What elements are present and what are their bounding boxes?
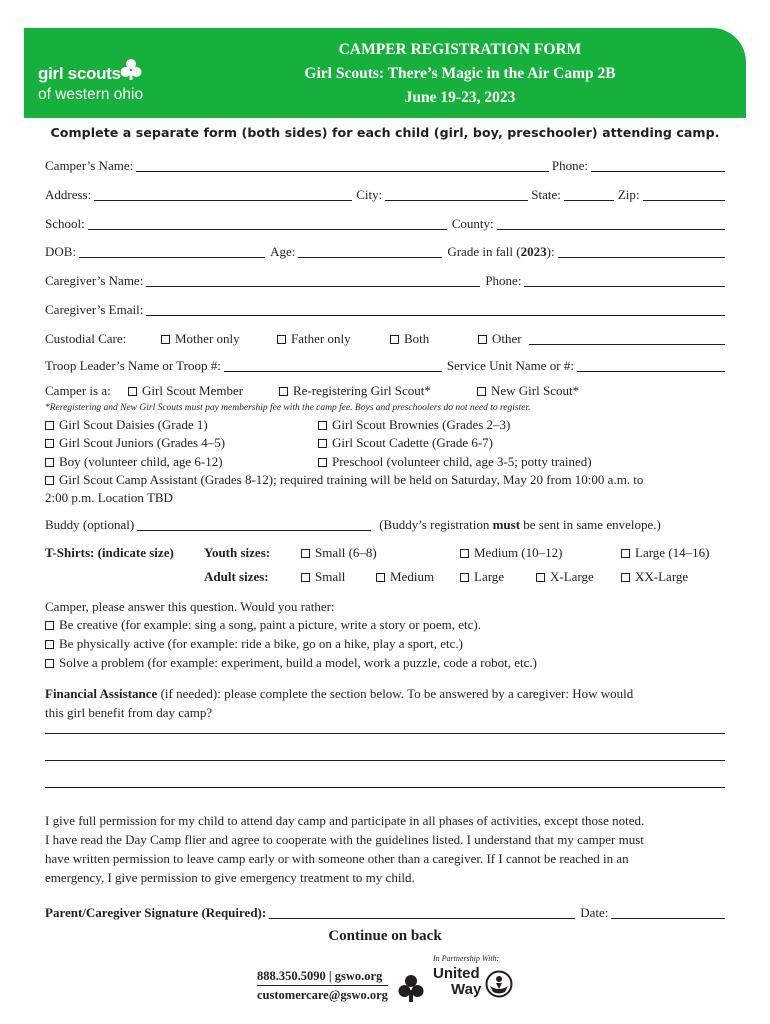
option-brownies[interactable] bbox=[318, 417, 510, 433]
checkbox-icon[interactable] bbox=[45, 659, 54, 668]
row-caregiver-name bbox=[45, 271, 725, 289]
option-preschool[interactable] bbox=[318, 454, 592, 470]
checkbox-icon[interactable] bbox=[460, 573, 469, 582]
option-cadette[interactable] bbox=[318, 435, 493, 451]
uw-line1: United bbox=[433, 965, 480, 982]
checkbox-icon[interactable] bbox=[621, 573, 630, 582]
option-label: Re-registering Girl Scout* bbox=[293, 383, 431, 398]
youth-sizes-label: Youth sizes: bbox=[204, 545, 271, 560]
financial-text-line1: (if needed): please complete the section below. To be answered by a caregiver: How would bbox=[157, 686, 634, 701]
option-label: Be creative (for example: sing a song, paint a picture, write a story or poem, etc). bbox=[59, 617, 481, 632]
option-label: Girl Scout Member bbox=[142, 383, 244, 398]
contact-phone: 888.350.5090 | gswo.org bbox=[257, 969, 383, 983]
city-field[interactable] bbox=[385, 188, 528, 201]
logo-line1: girl scouts bbox=[38, 64, 121, 83]
option-label: Both bbox=[404, 331, 430, 346]
option-label: Be physically active (for example: ride a bike, go on a hike, play a sport, etc.) bbox=[59, 636, 463, 651]
checkbox-icon[interactable] bbox=[390, 335, 399, 344]
county-label: County: bbox=[451, 216, 494, 231]
permission-line4: emergency, I give permission to give emergency treatment to my child. bbox=[45, 870, 415, 885]
buddy-note-post: be sent in same envelope.) bbox=[520, 517, 661, 532]
option-label: Father only bbox=[291, 331, 351, 346]
camper-is-label bbox=[45, 383, 111, 399]
instructions: Complete a separate form (both sides) for each child (girl, boy, preschooler) attending camp. bbox=[50, 125, 720, 140]
financial-answer-line[interactable] bbox=[45, 733, 725, 734]
caregiver-phone-field[interactable] bbox=[524, 274, 725, 287]
form-title-block bbox=[174, 38, 746, 110]
option-camp-assistant[interactable] bbox=[45, 472, 643, 488]
grade-label-pre: Grade in fall ( bbox=[447, 244, 521, 259]
adult-medium[interactable] bbox=[376, 569, 434, 585]
option-new-gs[interactable] bbox=[477, 383, 579, 399]
buddy-field[interactable] bbox=[137, 518, 371, 531]
trefoil-icon bbox=[398, 974, 424, 1002]
row-custodial-care bbox=[45, 329, 725, 347]
signature-field[interactable] bbox=[269, 906, 575, 919]
option-reregistering[interactable] bbox=[279, 383, 431, 399]
permission-line1: I give full permission for my child to attend day camp and participate in all phases of activities, except those noted. bbox=[45, 813, 645, 828]
state-label: State: bbox=[531, 187, 561, 202]
option-solve[interactable] bbox=[45, 655, 537, 671]
youth-large[interactable] bbox=[621, 545, 709, 561]
option-label: Girl Scout Brownies (Grades 2–3) bbox=[332, 417, 511, 432]
option-father-only[interactable] bbox=[277, 331, 390, 347]
buddy-label: Buddy (optional) bbox=[45, 517, 135, 532]
option-both[interactable] bbox=[390, 331, 478, 347]
row-troop bbox=[45, 356, 725, 374]
campers-name-label: Camper’s Name: bbox=[45, 158, 134, 173]
option-label: Small (6–8) bbox=[315, 545, 377, 560]
date-field[interactable] bbox=[611, 906, 725, 919]
other-custodial-field[interactable] bbox=[529, 332, 725, 345]
financial-answer-line[interactable] bbox=[45, 760, 725, 761]
row-dob bbox=[45, 242, 725, 260]
option-label: Girl Scout Daisies (Grade 1) bbox=[59, 417, 208, 432]
financial-text-line2: this girl benefit from day camp? bbox=[45, 705, 213, 720]
adult-sizes-label: Adult sizes: bbox=[204, 569, 269, 584]
age-field[interactable] bbox=[298, 245, 442, 258]
option-label: Large (14–16) bbox=[635, 545, 710, 560]
checkbox-icon[interactable] bbox=[477, 387, 486, 396]
form-title: CAMPER REGISTRATION FORM bbox=[338, 41, 582, 58]
united-way-logo bbox=[433, 966, 513, 1004]
option-gs-member[interactable] bbox=[128, 383, 243, 399]
checkbox-icon[interactable] bbox=[318, 439, 327, 448]
camp-name: Girl Scouts: There’s Magic in the Air Camp 2B bbox=[304, 65, 616, 82]
option-label: Mother only bbox=[175, 331, 240, 346]
option-label: X-Large bbox=[550, 569, 594, 584]
signature-label: Parent/Caregiver Signature (Required): bbox=[45, 905, 267, 920]
question-prompt: Camper, please answer this question. Would you rather: bbox=[45, 599, 335, 614]
adult-xxlarge[interactable] bbox=[621, 569, 688, 585]
county-field[interactable] bbox=[497, 217, 725, 230]
caregivers-email-label: Caregiver’s Email: bbox=[45, 302, 144, 317]
checkbox-icon[interactable] bbox=[536, 573, 545, 582]
option-other[interactable] bbox=[478, 331, 525, 347]
option-label: Preschool (volunteer child, age 3-5; potty trained) bbox=[332, 454, 592, 469]
dob-field[interactable] bbox=[79, 245, 265, 258]
row-address bbox=[45, 185, 725, 203]
zip-label: Zip: bbox=[617, 187, 640, 202]
school-field[interactable] bbox=[88, 217, 447, 230]
option-label: Solve a problem (for example: experiment, build a model, work a puzzle, code a robot, etc.) bbox=[59, 655, 537, 670]
checkbox-icon[interactable] bbox=[161, 335, 170, 344]
permission-line3: have written permission to leave camp early or with someone other than a caregiver. If I cannot be reached in an bbox=[45, 851, 629, 866]
row-camper-name bbox=[45, 156, 725, 174]
checkbox-icon[interactable] bbox=[45, 421, 54, 430]
checkbox-icon[interactable] bbox=[621, 549, 630, 558]
contact-divider bbox=[257, 985, 388, 986]
header-banner bbox=[24, 28, 746, 118]
youth-medium[interactable] bbox=[460, 545, 562, 561]
checkbox-icon[interactable] bbox=[45, 621, 54, 630]
city-label: City: bbox=[356, 187, 383, 202]
option-label: Large bbox=[474, 569, 505, 584]
tshirts-label: T-Shirts: (indicate size) bbox=[45, 545, 174, 560]
uw-line2: Way bbox=[451, 981, 482, 998]
checkbox-icon[interactable] bbox=[45, 640, 54, 649]
school-label: School: bbox=[45, 216, 85, 231]
option-creative[interactable] bbox=[45, 617, 481, 633]
option-active[interactable] bbox=[45, 636, 463, 652]
option-label: Girl Scout Cadette (Grade 6-7) bbox=[332, 435, 494, 450]
camp-assistant-line2: 2:00 p.m. Location TBD bbox=[45, 490, 173, 505]
checkbox-icon[interactable] bbox=[376, 573, 385, 582]
row-school bbox=[45, 214, 725, 232]
camper-is-text: Camper is a: bbox=[45, 383, 111, 398]
caregivers-name-field[interactable] bbox=[146, 274, 480, 287]
dob-label: DOB: bbox=[45, 244, 77, 259]
service-unit-field[interactable] bbox=[577, 359, 725, 372]
youth-small[interactable] bbox=[301, 545, 377, 561]
adult-large[interactable] bbox=[460, 569, 504, 585]
phone-label: Phone: bbox=[551, 158, 588, 173]
permission-line2: I have read the Day Camp flier and agree to cooperate with the guidelines listed. I understand that my camper must bbox=[45, 832, 644, 847]
option-label: Boy (volunteer child, age 6-12) bbox=[59, 454, 223, 469]
financial-assistance bbox=[45, 684, 730, 722]
custodial-care-label: Custodial Care: bbox=[45, 331, 127, 346]
financial-answer-line[interactable] bbox=[45, 787, 725, 788]
buddy-note-bold: must bbox=[492, 517, 521, 532]
checkbox-icon[interactable] bbox=[318, 421, 327, 430]
zip-field[interactable] bbox=[643, 188, 725, 201]
option-label: New Girl Scout* bbox=[491, 383, 580, 398]
united-way-emblem-icon bbox=[485, 970, 513, 998]
checkbox-icon[interactable] bbox=[478, 335, 487, 344]
checkbox-icon[interactable] bbox=[128, 387, 137, 396]
partnership-label: In Partnership With: bbox=[433, 954, 500, 963]
camp-dates: June 19-23, 2023 bbox=[404, 89, 516, 106]
option-label: Medium bbox=[390, 569, 435, 584]
option-label: Small bbox=[315, 569, 346, 584]
checkbox-icon[interactable] bbox=[45, 439, 54, 448]
option-daisies[interactable] bbox=[45, 417, 208, 433]
checkbox-icon[interactable] bbox=[460, 549, 469, 558]
adult-xlarge[interactable] bbox=[536, 569, 594, 585]
troop-leader-label: Troop Leader’s Name or Troop #: bbox=[45, 358, 221, 373]
financial-label: Financial Assistance bbox=[45, 686, 158, 701]
troop-leader-field[interactable] bbox=[224, 359, 442, 372]
grade-year: 2023 bbox=[520, 244, 547, 259]
row-buddy bbox=[45, 515, 715, 533]
option-label: Girl Scout Juniors (Grades 4–5) bbox=[59, 435, 226, 450]
checkbox-icon[interactable] bbox=[301, 549, 310, 558]
checkbox-icon[interactable] bbox=[301, 573, 310, 582]
adult-small[interactable] bbox=[301, 569, 345, 585]
caregivers-name-label: Caregiver’s Name: bbox=[45, 273, 144, 288]
date-label: Date: bbox=[580, 905, 609, 920]
logo-line2: of western ohio bbox=[38, 86, 144, 103]
caregiver-phone-label: Phone: bbox=[485, 273, 522, 288]
grade-label-post: ): bbox=[546, 244, 555, 259]
grade-field[interactable] bbox=[558, 245, 725, 258]
checkbox-icon[interactable] bbox=[277, 335, 286, 344]
checkbox-icon[interactable] bbox=[318, 458, 327, 467]
option-label: Medium (10–12) bbox=[474, 545, 563, 560]
option-label: Other bbox=[492, 331, 522, 346]
option-mother-only[interactable] bbox=[161, 331, 277, 347]
option-label: XX-Large bbox=[635, 569, 689, 584]
checkbox-icon[interactable] bbox=[45, 476, 54, 485]
contact-email: customercare@gswo.org bbox=[257, 988, 388, 1002]
campers-name-field[interactable] bbox=[136, 159, 549, 172]
checkbox-icon[interactable] bbox=[45, 458, 54, 467]
option-boy[interactable] bbox=[45, 454, 223, 470]
membership-note: *Reregistering and New Girl Scouts must pay membership fee with the camp fee. Boys and preschoolers do not need to register. bbox=[45, 403, 531, 413]
continue-on-back: Continue on back bbox=[328, 928, 442, 944]
grade-label bbox=[442, 244, 557, 260]
option-juniors[interactable] bbox=[45, 435, 225, 451]
trefoil-icon bbox=[120, 58, 142, 80]
row-caregiver-email bbox=[45, 300, 725, 318]
phone-field[interactable] bbox=[591, 159, 725, 172]
caregivers-email-field[interactable] bbox=[146, 303, 725, 316]
service-unit-label: Service Unit Name or #: bbox=[446, 358, 574, 373]
address-field[interactable] bbox=[94, 188, 352, 201]
address-label: Address: bbox=[45, 187, 92, 202]
permission-statement bbox=[45, 811, 730, 887]
option-label: Girl Scout Camp Assistant (Grades 8-12); required training will be held on Saturday, May 20 from 10:00 a.m. to bbox=[59, 472, 644, 487]
checkbox-icon[interactable] bbox=[279, 387, 288, 396]
age-label: Age: bbox=[270, 244, 296, 259]
state-field[interactable] bbox=[564, 188, 614, 201]
united-way-wordmark bbox=[433, 966, 481, 998]
buddy-note-pre: (Buddy’s registration bbox=[379, 517, 493, 532]
row-signature bbox=[45, 903, 725, 921]
buddy-note bbox=[371, 517, 664, 533]
